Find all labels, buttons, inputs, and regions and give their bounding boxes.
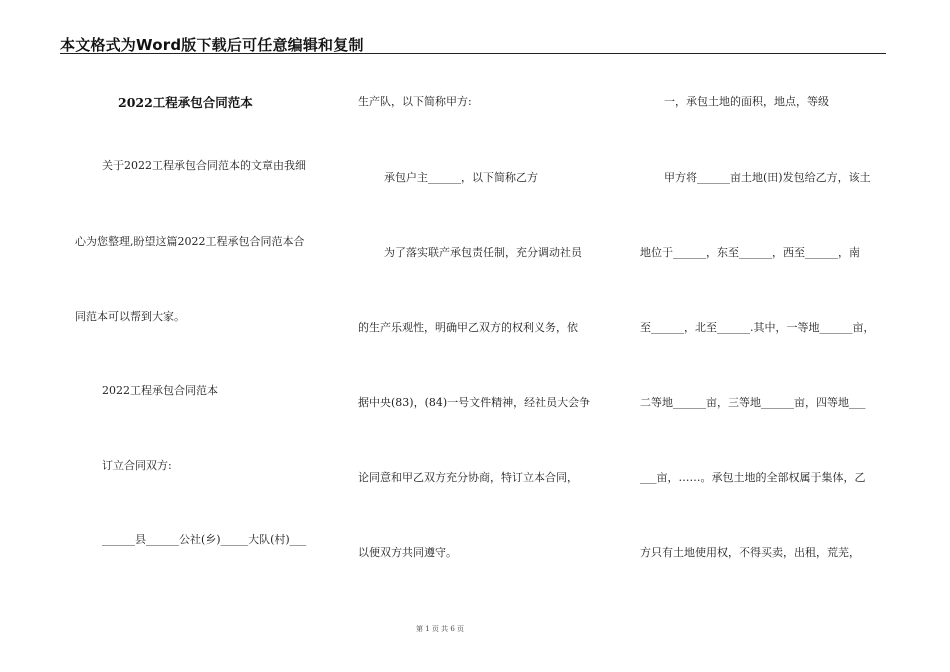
text-line: 心为您整理,盼望这篇2022工程承包合同范本合 (75, 235, 305, 248)
page-header: 本文格式为Word版下载后可任意编辑和复制 (60, 36, 364, 54)
text-line: 至______，北至______.其中，一等地______亩， (640, 321, 875, 334)
text-line: 论同意和甲乙双方充分协商，特订立本合同， (358, 471, 578, 484)
text-line: 方只有土地使用权，不得买卖，出租，荒芜， (640, 546, 860, 559)
text-line: 地位于______，东至______，西至______，南 (640, 246, 860, 259)
text-line: 据中央(83)，(84)一号文件精神，经社员大会争 (358, 396, 591, 409)
text-line: 订立合同双方: (102, 459, 172, 472)
page-footer: 第 1 页 共 6 页 (415, 625, 465, 633)
text-line: 的生产乐观性，明确甲乙双方的权利义务，依 (358, 321, 578, 334)
header-rule (60, 53, 886, 54)
document-title: 2022工程承包合同范本 (118, 95, 253, 110)
text-line: 以便双方共同遵守。 (358, 546, 457, 559)
text-line: 关于2022工程承包合同范本的文章由我细 (102, 159, 306, 172)
text-line: 承包户主______，以下简称乙方 (384, 171, 538, 184)
text-line: 同范本可以帮到大家。 (75, 310, 185, 323)
text-line: 2022工程承包合同范本 (102, 384, 218, 397)
text-line: 生产队，以下简称甲方: (358, 95, 472, 108)
text-line: 二等地______亩，三等地______亩，四等地___ (640, 396, 866, 409)
text-line: 一，承包土地的面积，地点，等级 (664, 95, 829, 108)
text-line: ______县______公社(乡)_____大队(村)___ (102, 533, 307, 546)
text-line: ___亩，……。承包土地的全部权属于集体，乙 (640, 471, 866, 484)
text-line: 甲方将______亩土地(田)发包给乙方，该土 (664, 171, 871, 184)
text-line: 为了落实联产承包责任制，充分调动社员 (384, 246, 582, 259)
